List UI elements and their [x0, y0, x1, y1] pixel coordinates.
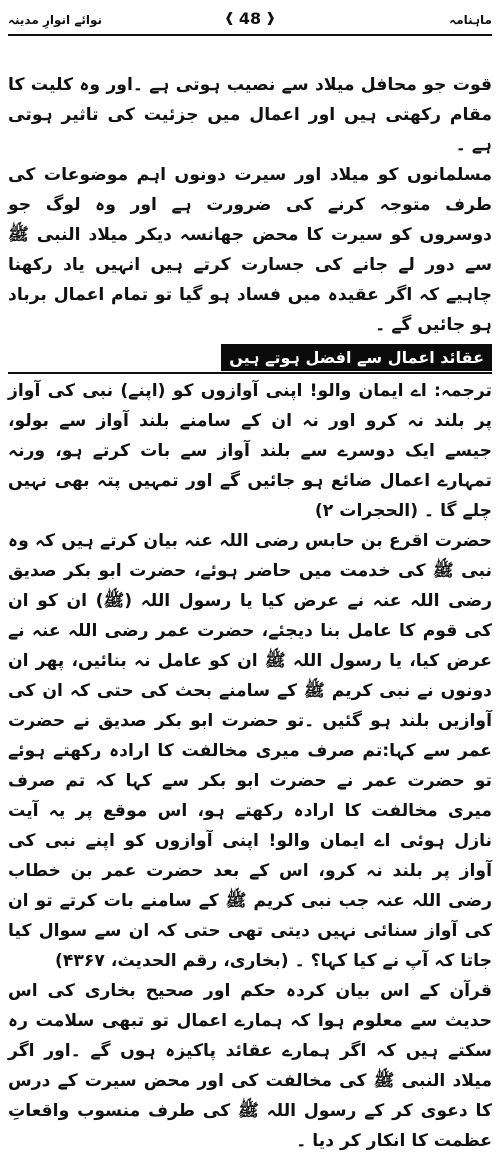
section-heading-rule — [8, 372, 492, 374]
ornament-left-icon: ❰ — [223, 10, 235, 26]
paragraph-1: قوت جو محافل میلاد سے نصیب ہوتی ہے ۔اور وہ کلیت کا مقام رکھتی ہیں اور اعمال میں جزئیت کی تاثیر ہوتی ہے ۔ — [8, 75, 492, 155]
publication-name: نوائے انوارِ مدینہ — [8, 13, 102, 27]
section-heading: عقائد اعمال سے افضل ہوتے ہیں — [221, 344, 492, 371]
hadith-paragraph: حضرت اقرع بن حابس رضی اللہ عنہ بیان کرتے ہیں کہ وہ نبی ﷺ کی خدمت میں حاضر ہوئے، حضرت ابو بکر صدیق رضی اللہ عنہ نے عرض کیا یا رسول اللہ (ﷺ) ان کو ان کی قوم کا عامل بنا دیجئے، حضرت عمر رضی اللہ عنہ نے عرض کیا، یا رسول اللہ ﷺ ان کو عامل نہ بنائیں، پھر ان دونوں نے نبی کریم ﷺ کے سامنے بحث کی حتی کہ ان کی آوازیں بلند ہو گئیں ۔تو حضرت ابو بکر صدیق نے حضرت عمر سے کہا:تم صرف میری مخالفت کا ارادہ رکھتے ہوئے تو حضرت عمر نے حضرت ابو بکر سے کہا کہ تم صرف میری مخالفت کا ارادہ رکھتے ہو، اس موقع پر یہ آیت نازل ہوئی اے ایمان والو! اپنی آوازوں کو اپنے نبی کی آواز پر بلند نہ کرو، اس کے بعد حضرت عمر بن خطاب رضی اللہ عنہ جب نبی کریم ﷺ کے سامنے بات کرتے تو ان کی آواز سنائی نہیں دیتی تھی حتی کہ ان سے سوال کیا جاتا کہ آپ نے کیا کہا؟ ۔ (بخاری، رقم الحدیث، ۴۳۶۷) — [8, 531, 492, 971]
ornament-right-icon: ❱ — [265, 10, 277, 26]
translation-paragraph: ترجمہ: اے ایمان والو! اپنی آوازوں کو (اپنے) نبی کی آواز پر بلند نہ کرو اور نہ ان کے سامنے بلند آواز سے بولو، جیسے ایک دوسرے سے بلند آواز سے بات کرتے ہو، ورنہ تمہارے اعمال ضائع ہو جائیں گے اور تمہیں پتہ بھی نہیں چلے گا ۔ (الحجرات ۲) — [8, 381, 492, 521]
article-body — [8, 70, 492, 1151]
paragraph-2: مسلمانوں کو میلاد اور سیرت دونوں اہم موضوعات کی طرف متوجہ کرنے کی ضرورت ہے اور وہ لوگ جو دوسروں کو سیرت کا محض جھانسہ دیکر میلاد النبی ﷺ سے دور لے جانے کی جسارت کرتے ہیں انہیں یاد رکھنا چاہیے کہ اگر عقیدہ میں فساد ہو گیا تو تمام اعمال برباد ہو جائیں گے ۔ — [8, 165, 492, 335]
page-header — [8, 6, 492, 36]
magazine-name: ماہنامہ — [449, 13, 492, 27]
page-number-box — [224, 6, 276, 30]
section-heading-row — [8, 342, 492, 374]
conclusion-paragraph: قرآن کے اس بیان کردہ حکم اور صحیح بخاری کی اس حدیث سے معلوم ہوا کہ ہمارے اعمال تو تبھی سلامت رہ سکتے ہیں کہ اگر ہمارے عقائد پاکیزہ ہوں گے ۔اور اگر میلاد النبی ﷺ کی مخالفت کی اور محض سیرت کے درس کا دعوی کر کے رسول اللہ ﷺ کی طرف منسوب واقعاتِ عظمت کا انکار کر دیا ۔ — [8, 981, 492, 1151]
page-number: 48 — [238, 8, 262, 28]
